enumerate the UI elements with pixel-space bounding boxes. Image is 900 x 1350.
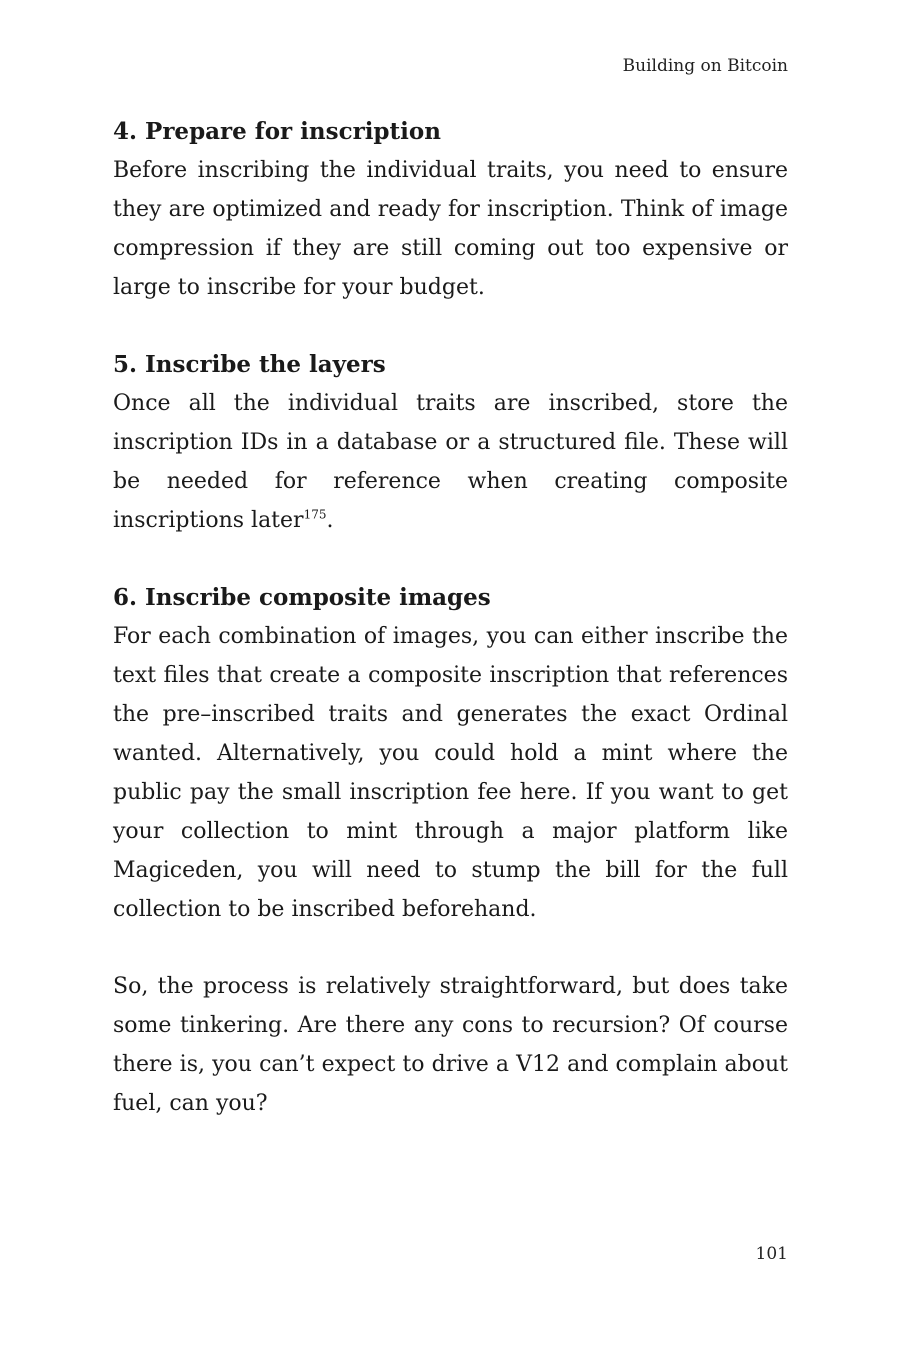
running-header: Building on Bitcoin	[622, 56, 788, 76]
section-prepare-for-inscription	[113, 112, 788, 307]
section-inscribe-composite-images	[113, 578, 788, 929]
section-body-end: .	[326, 508, 334, 533]
section-body	[113, 384, 788, 540]
page-content	[113, 112, 788, 1123]
section-heading: 5. Inscribe the layers	[113, 351, 386, 378]
section-heading: 4. Prepare for inscription	[113, 118, 441, 145]
section-body: For each combination of images, you can either inscribe the text files that create a composite inscription that references the pre–inscribed traits and generates the exact Ordinal wanted. Alternatively, you could hold a mint where the public pay the small inscription fee here. If you want to get your collection to mint through a major platform like Magiceden, you will need to stump the bill for the full collection to be inscribed beforehand.	[113, 624, 788, 922]
page-number: 101	[755, 1244, 788, 1264]
section-inscribe-the-layers	[113, 345, 788, 540]
closing-paragraph: So, the process is relatively straightforward, but does take some tinkering. Are there any cons to recursion? Of course there is, you can’t expect to drive a V12 and complain about fuel, can you?	[113, 974, 788, 1116]
footnote-reference: 175	[303, 507, 327, 522]
section-body: Before inscribing the individual traits, you need to ensure they are optimized and ready for inscription. Think of image compression if they are still coming out too expensive or large to inscribe for your budget.	[113, 158, 788, 300]
section-body-text: Once all the individual traits are inscribed, store the inscription IDs in a database or a structured file. These will be needed for reference when creating composite inscriptions later	[113, 391, 788, 533]
section-heading: 6. Inscribe composite images	[113, 584, 491, 611]
